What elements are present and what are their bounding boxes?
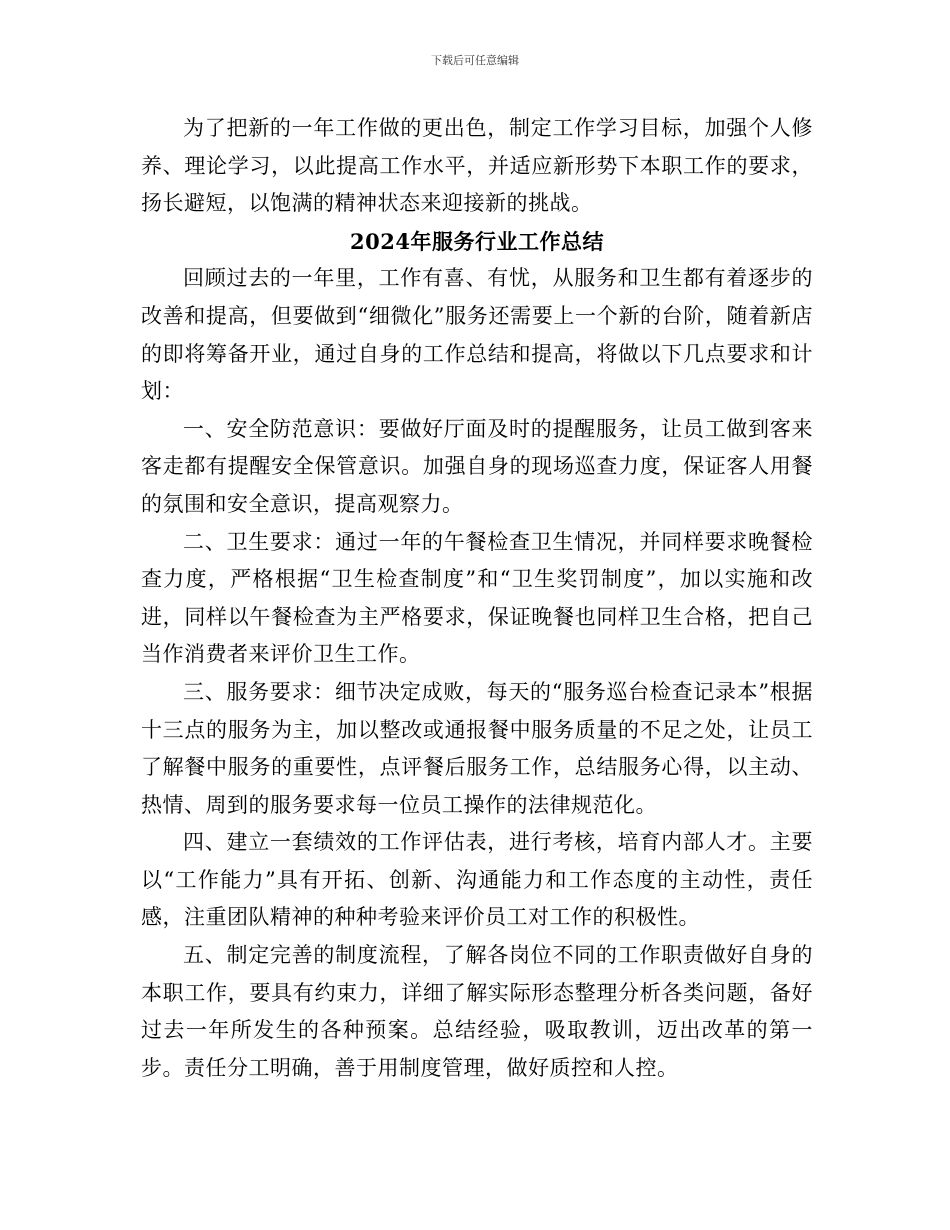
- intro-paragraph: 为了把新的一年工作做的更出色，制定工作学习目标，加强个人修养、理论学习，以此提高工作水平，并适应新形势下本职工作的要求，扬长避短，以饱满的精神状态来迎接新的挑战。: [141, 116, 813, 216]
- document-body: [141, 110, 813, 1087]
- paragraph-service: 三、服务要求：细节决定成败，每天的“服务巡台检查记录本”根据十三点的服务为主，加以整改或通报餐中服务质量的不足之处，让员工了解餐中服务的重要性，点评餐后服务工作，总结服务心得，以主动、热情、周到的服务要求每一位员工操作的法律规范化。: [141, 679, 813, 817]
- paragraph-review: 回顾过去的一年里，工作有喜、有忧，从服务和卫生都有着逐步的改善和提高，但要做到“细微化”服务还需要上一个新的台阶，随着新店的即将筹备开业，通过自身的工作总结和提高，将做以下几点要求和计划：: [141, 266, 813, 404]
- document-title: 2024年服务行业工作总结: [350, 228, 604, 254]
- paragraph-evaluation: 四、建立一套绩效的工作评估表，进行考核，培育内部人才。主要以“工作能力”具有开拓、创新、沟通能力和工作态度的主动性，责任感，注重团队精神的种种考验来评价员工对工作的积极性。: [141, 830, 813, 930]
- paragraph-hygiene: 二、卫生要求：通过一年的午餐检查卫生情况，并同样要求晚餐检查力度，严格根据“卫生检查制度”和“卫生奖罚制度”，加以实施和改进，同样以午餐检查为主严格要求，保证晚餐也同样卫生合格，把自己当作消费者来评价卫生工作。: [141, 529, 813, 667]
- page-header-note: 下载后可任意编辑: [431, 54, 519, 67]
- paragraph-safety: 一、安全防范意识：要做好厅面及时的提醒服务，让员工做到客来客走都有提醒安全保管意识。加强自身的现场巡查力度，保证客人用餐的氛围和安全意识，提高观察力。: [141, 416, 813, 516]
- paragraph-process: 五、制定完善的制度流程，了解各岗位不同的工作职责做好自身的本职工作，要具有约束力，详细了解实际形态整理分析各类问题，备好过去一年所发生的各种预案。总结经验，吸取教训，迈出改革的第一步。责任分工明确，善于用制度管理，做好质控和人控。: [141, 943, 813, 1080]
